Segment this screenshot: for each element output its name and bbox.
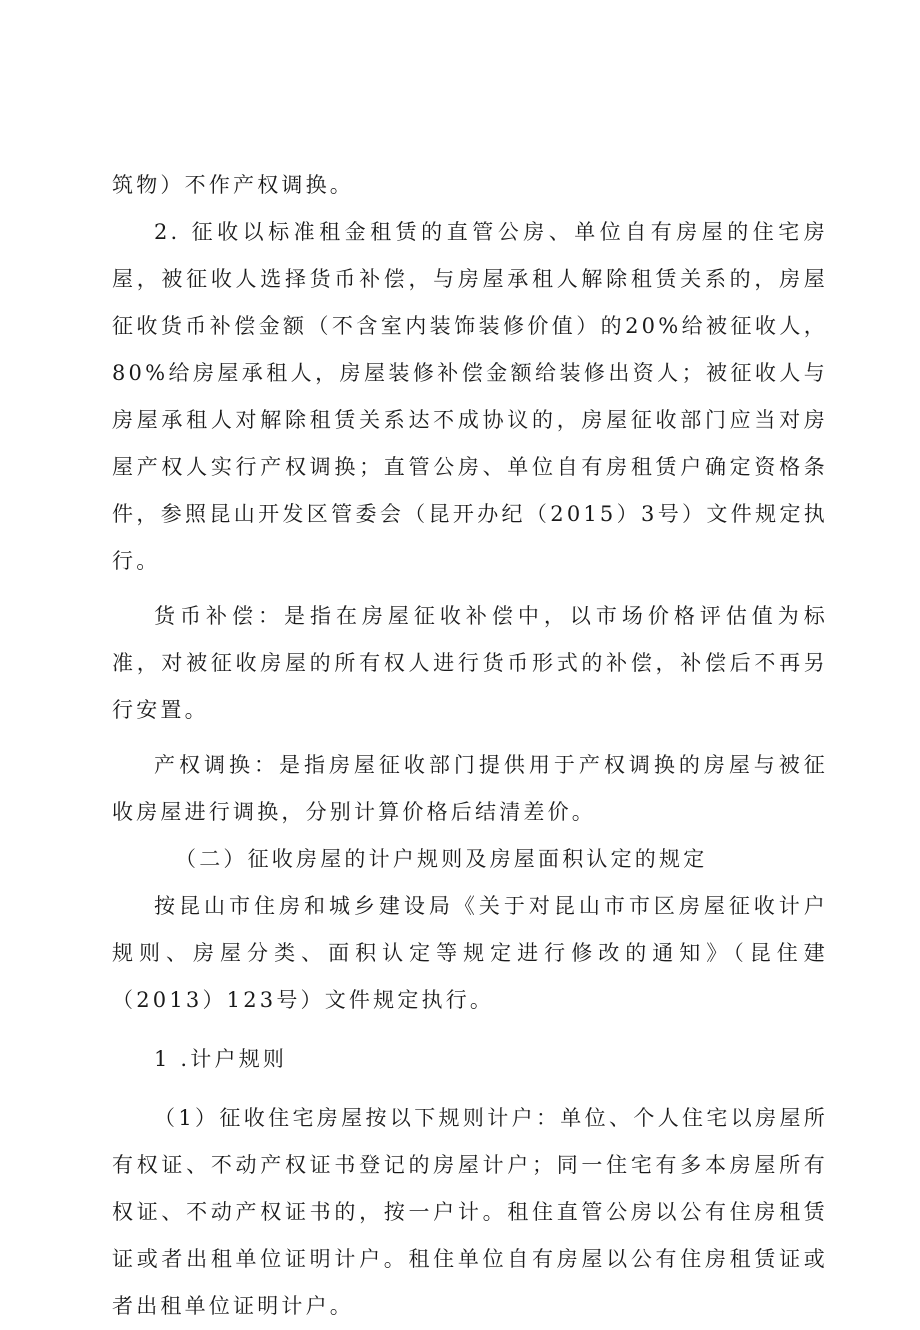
paragraph-continuation: 筑物）不作产权调换。 bbox=[112, 173, 354, 197]
section-heading-2: （二）征收房屋的计户规则及房屋面积认定的规定 bbox=[175, 847, 708, 871]
spacer bbox=[112, 585, 828, 593]
document-body bbox=[112, 162, 828, 1330]
paragraph-property-exchange: 产权调换：是指房屋征收部门提供用于产权调换的房屋与被征收房屋进行调换，分别计算价格后结清差价。 bbox=[112, 753, 828, 824]
paragraph-reference-notice: 按昆山市住房和城乡建设局《关于对昆山市市区房屋征收计户规则、房屋分类、面积认定等规定进行修改的通知》（昆住建（2013）123号）文件规定执行。 bbox=[112, 894, 828, 1012]
paragraph-monetary-compensation: 货币补偿：是指在房屋征收补偿中，以市场价格评估值为标准，对被征收房屋的所有权人进行货币形式的补偿，补偿后不再另行安置。 bbox=[112, 604, 828, 722]
paragraph-item-2: 2. 征收以标准租金租赁的直管公房、单位自有房屋的住宅房屋，被征收人选择货币补偿，与房屋承租人解除租赁关系的，房屋征收货币补偿金额（不含室内装饰装修价值）的20%给被征收人，80%给房屋承租人，房屋装修补偿金额给装修出资人；被征收人与房屋承租人对解除租赁关系达不成协议的，房屋征收部门应当对房屋产权人实行产权调换；直管公房、单位自有房租赁户确定资格条件，参照昆山开发区管委会（昆开办纪（2015）3号）文件规定执行。 bbox=[112, 220, 828, 573]
paragraph-rule-1: （1）征收住宅房屋按以下规则计户：单位、个人住宅以房屋所有权证、不动产权证书登记的房屋计户；同一住宅有多本房屋所有权证、不动产权证书的，按一户计。租住直管公房以公有住房租赁证或者出租单位证明计户。租住单位自有房屋以公有住房租赁证或者出租单位证明计户。 bbox=[112, 1106, 828, 1318]
spacer bbox=[112, 1083, 828, 1095]
subheading-household-rules: 1 .计户规则 bbox=[154, 1047, 288, 1071]
spacer bbox=[112, 1024, 828, 1036]
spacer bbox=[112, 734, 828, 742]
